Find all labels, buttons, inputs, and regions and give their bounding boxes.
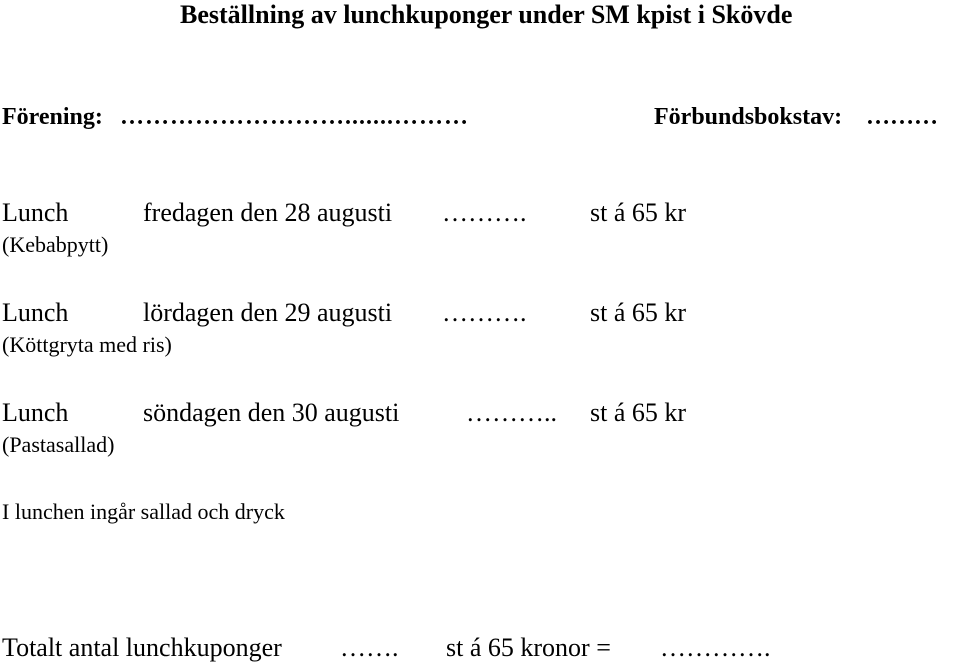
total-label: Totalt antal lunchkuponger	[2, 633, 282, 662]
total-price: st á 65 kronor =	[446, 633, 611, 662]
lunch-date-2: lördagen den 29 augusti	[143, 298, 393, 327]
lunch-dots-1: ……….	[442, 198, 527, 227]
lunch-dish-2: (Köttgryta med ris)	[2, 332, 172, 357]
forening-label: Förening:	[2, 104, 103, 130]
lunch-label-3: Lunch	[2, 398, 69, 427]
total-result-dots: ………….	[660, 633, 771, 662]
forbund-dots: ………	[866, 104, 938, 130]
lunch-date-3: söndagen den 30 augusti	[143, 398, 400, 427]
forbund-label: Förbundsbokstav:	[654, 104, 843, 130]
lunch-dish-3: (Pastasallad)	[2, 432, 115, 457]
lunch-label-1: Lunch	[2, 198, 69, 227]
forening-dots: ……………………….......………	[120, 104, 469, 130]
page-title: Beställning av lunchkuponger under SM kpist i Skövde	[180, 0, 793, 29]
total-dots: …….	[340, 633, 399, 662]
lunch-price-1: st á 65 kr	[590, 198, 687, 227]
lunch-date-1: fredagen den 28 augusti	[143, 198, 393, 227]
lunch-label-2: Lunch	[2, 298, 69, 327]
lunch-price-2: st á 65 kr	[590, 298, 687, 327]
lunch-price-3: st á 65 kr	[590, 398, 687, 427]
note-text: I lunchen ingår sallad och dryck	[2, 499, 285, 524]
lunch-dots-2: ……….	[442, 298, 527, 327]
lunch-dish-1: (Kebabpytt)	[2, 232, 109, 257]
lunch-dots-3: ………..	[466, 398, 557, 427]
